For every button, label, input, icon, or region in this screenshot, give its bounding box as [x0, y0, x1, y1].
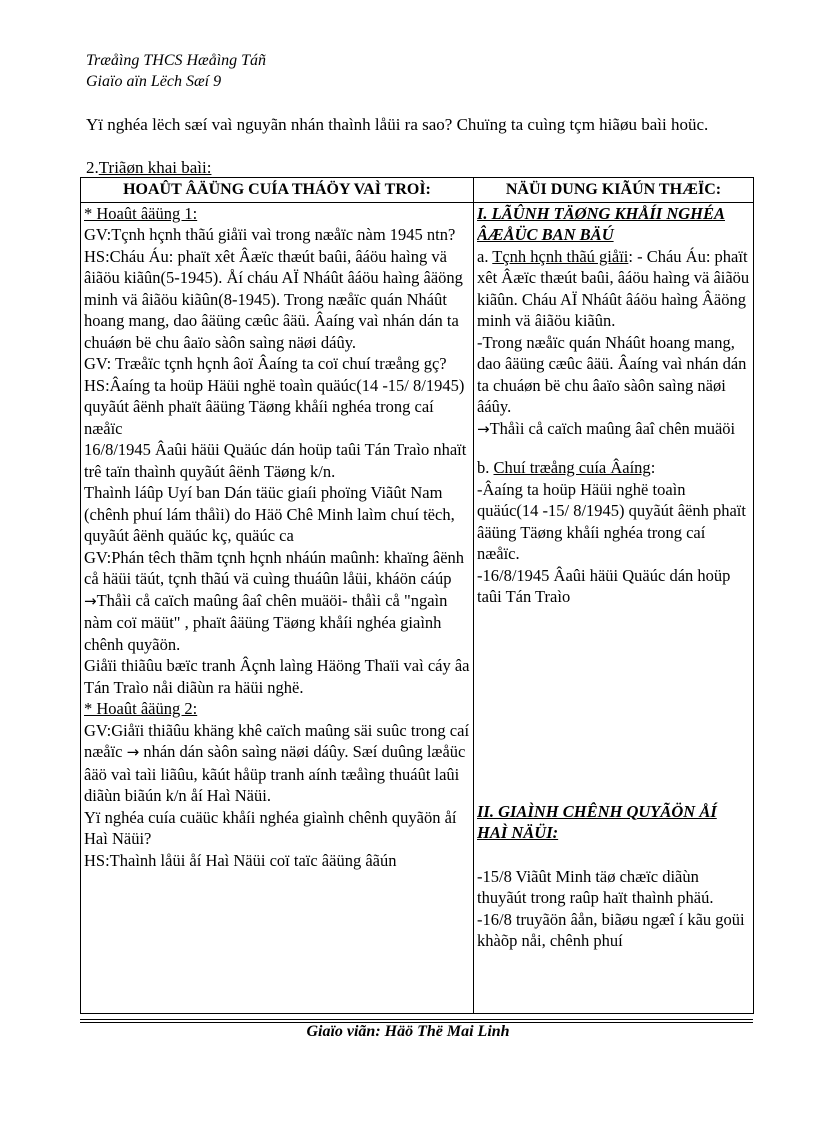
- section1-title: I. LÃÛNH TÄØNG KHÅÍI NGHÉA ÂÆÅÜC BAN BÄÚ: [477, 203, 725, 244]
- left-paragraph: [84, 807, 470, 850]
- sub-b-prefix: b.: [477, 458, 494, 477]
- teacher-student-activity-header: HOAÛT ÂÄÜNG CUÍA THÁÖY VAÌ TROÌ:: [81, 178, 474, 203]
- sub-a-p2: -Trong næåïc quán Nháût hoang mang, dao âäüng cæûc âäü. Âaíng vaì nhán dán ta chuáøn bë chu âaïo sàôn saìng näøi âáûy.: [477, 332, 747, 416]
- left-paragraph-text: GV:Giåïi thiãûu khäng khê caïch maûng säi suûc trong caí næåïc: [84, 720, 470, 761]
- sec2-p2: -16/8 truyãön âån, biãøu ngæî í kãu goüi khàõp nåi, chênh phuí: [477, 909, 745, 950]
- left-column: [81, 202, 474, 1013]
- sub-a-p3-text: Thåìi cå caïch maûng âaî chên muäöi: [489, 418, 736, 438]
- left-paragraph: [84, 375, 470, 440]
- intro-paragraph: Yï nghéa lëch sæí vaì nguyãn nhán thaình låüi ra sao? Chuïng ta cuìng tçm hiãøu baìi hoüc.: [86, 115, 709, 134]
- left-paragraph-text: Thaình láûp Uyí ban Dán täüc giaíi phoïng Viãût Nam (chênh phuí lám thåìi) do Häö Chê Minh laìm chuí tëch, quyãút âënh quäúc kç, quäúc ca: [84, 483, 455, 545]
- left-paragraph: [84, 698, 470, 720]
- left-paragraph-text: * Hoaût âäüng 2:: [84, 699, 198, 718]
- sub-b-colon: :: [650, 458, 656, 477]
- left-paragraph: [84, 482, 470, 547]
- right-arrow-icon: →: [477, 419, 490, 438]
- left-paragraph-text: HS:Thaình låüi åí Haì Näüi coï taïc âäüng âãún: [84, 850, 397, 870]
- left-paragraph: [84, 547, 470, 656]
- left-paragraph: [84, 246, 470, 354]
- section2-title: II. GIAÌNH CHÊNH QUYÃÖN ÅÍ HAÌ NÄÜI:: [477, 801, 717, 842]
- sub-b-p2: -16/8/1945 Âaûi häüi Quäúc dán hoüp taûi Tán Traìo: [477, 565, 731, 606]
- sub-b-label: Chuí træång cuía Âaíng: [493, 458, 651, 477]
- left-paragraph: [84, 224, 470, 246]
- knowledge-content-header: NÄÜI DUNG KIÃÚN THÆÏC:: [474, 178, 754, 203]
- step-heading: [86, 157, 211, 178]
- left-paragraph-text: HS:Cháu Áu: phaït xêt Âæïc thæút baûi, âáöu haìng vä âiãöu kiãûn(5-1945). Åí cháu AÏ Nháût âáöu haìng âäöng minh vä âiãöu kiãûn(8-1945). Trong næåïc quán Nháût hoang mang, dao âäüng cæûc âäü. Âaíng vaì nhán dán ta chuáøn bë chu âaïo sàôn saìng näøi dáûy.: [84, 246, 463, 352]
- left-paragraph: [84, 439, 470, 482]
- left-paragraph: [84, 720, 470, 807]
- left-paragraph-text: Thåìi cå caïch maûng âaî chên muäöi- thåìi cå "ngaìn nàm coï mäüt" , phaït âäüng Täøng khåíi nghéa giaình chênh quyãön.: [84, 590, 448, 654]
- table-body-row: [81, 202, 754, 1013]
- sub-a-label: Tçnh hçnh thãú giåïi: [492, 246, 629, 266]
- left-paragraph-text: GV:Phán têch thãm tçnh hçnh nháún maûnh: khaïng âënh cå häüi täút, tçnh thãú vä cuìng thuáûn låüi, kháön cáúp: [84, 547, 465, 588]
- sub-a-text: : - Cháu Áu: phaït xêt Âæïc thæút baûi, âáöu haìng vä âiãöu kiãûn. Cháu AÏ Nháût âáöu haìng Âäöng minh vä âiãöu kiãûn.: [477, 246, 750, 330]
- step-number: 2.: [86, 158, 99, 177]
- right-arrow-icon: →: [84, 591, 97, 610]
- right-column: [474, 202, 754, 1013]
- left-paragraph-text: nhán dán sàôn saìng näøi dáûy. Sæí duûng læåüc âäö vaì taìi liãûu, kãút håüp tranh aính tæåìng thuáût laûi diãùn biãún k/n åí Haì Näüi.: [84, 742, 466, 805]
- left-paragraph: [84, 353, 470, 375]
- left-paragraph-text: 16/8/1945 Âaûi häüi Quäúc dán hoüp taûi Tán Traìo nhaït trê taïn thaình quyãút âënh Täøng k/n.: [84, 440, 467, 481]
- sub-b-p1: -Âaíng ta hoüp Häüi nghë toaìn quäúc(14 -15/ 8/1945) quyãút âënh phaït âäüng Täøng khåíi nghéa trong caí næåïc.: [477, 479, 746, 563]
- right-cell: [477, 203, 750, 952]
- left-paragraph-text: Giåïi thiãûu bæïc tranh Âçnh laìng Häöng Thaïi vaì cáy âa Tán Traìo nåi diãùn ra häüi nghë.: [84, 656, 470, 697]
- left-paragraph-text: * Hoaût âäüng 1:: [84, 203, 198, 223]
- right-arrow-icon: →: [126, 743, 140, 761]
- left-paragraph-text: HS:Âaíng ta hoüp Häüi nghë toaìn quäúc(14 -15/ 8/1945) quyãút âënh phaït âäüng Täøng khåíi nghéa trong caí næåïc: [84, 375, 465, 438]
- left-paragraph: [84, 850, 470, 872]
- sub-a-prefix: a.: [477, 246, 493, 266]
- header-school: Træåìng THCS Hæåìng Táñ: [86, 52, 267, 69]
- left-paragraph-text: GV: Træåïc tçnh hçnh âoï Âaíng ta coï chuí træång gç?: [84, 354, 447, 373]
- left-paragraph-text: GV:Tçnh hçnh thãú giåïi vaì trong næåïc nàm 1945 ntn?: [84, 225, 456, 244]
- left-paragraph-text: Yï nghéa cuía cuäüc khåíi nghéa giaình chênh quyãön åí Haì Näüi?: [84, 807, 457, 848]
- left-cell: [84, 203, 470, 872]
- sub-a-paragraph: [477, 246, 750, 332]
- step-label: Triãøn khai baìi:: [98, 158, 212, 177]
- left-paragraph: [84, 203, 470, 225]
- footer-teacher: Giaïo viãn: Häö Thë Mai Linh: [306, 1023, 510, 1040]
- sec2-p1: -15/8 Viãût Minh täø chæïc diãùn thuyãút trong raûp haït thaình phäú.: [477, 866, 714, 907]
- table-header-row: [81, 178, 754, 203]
- header-subject: Giaïo aïn Lëch Sæí 9: [86, 73, 222, 90]
- left-paragraph: [84, 655, 470, 698]
- sub-a-p3: [477, 418, 750, 441]
- sub-b-heading: [477, 457, 750, 479]
- lesson-table: [80, 177, 754, 1014]
